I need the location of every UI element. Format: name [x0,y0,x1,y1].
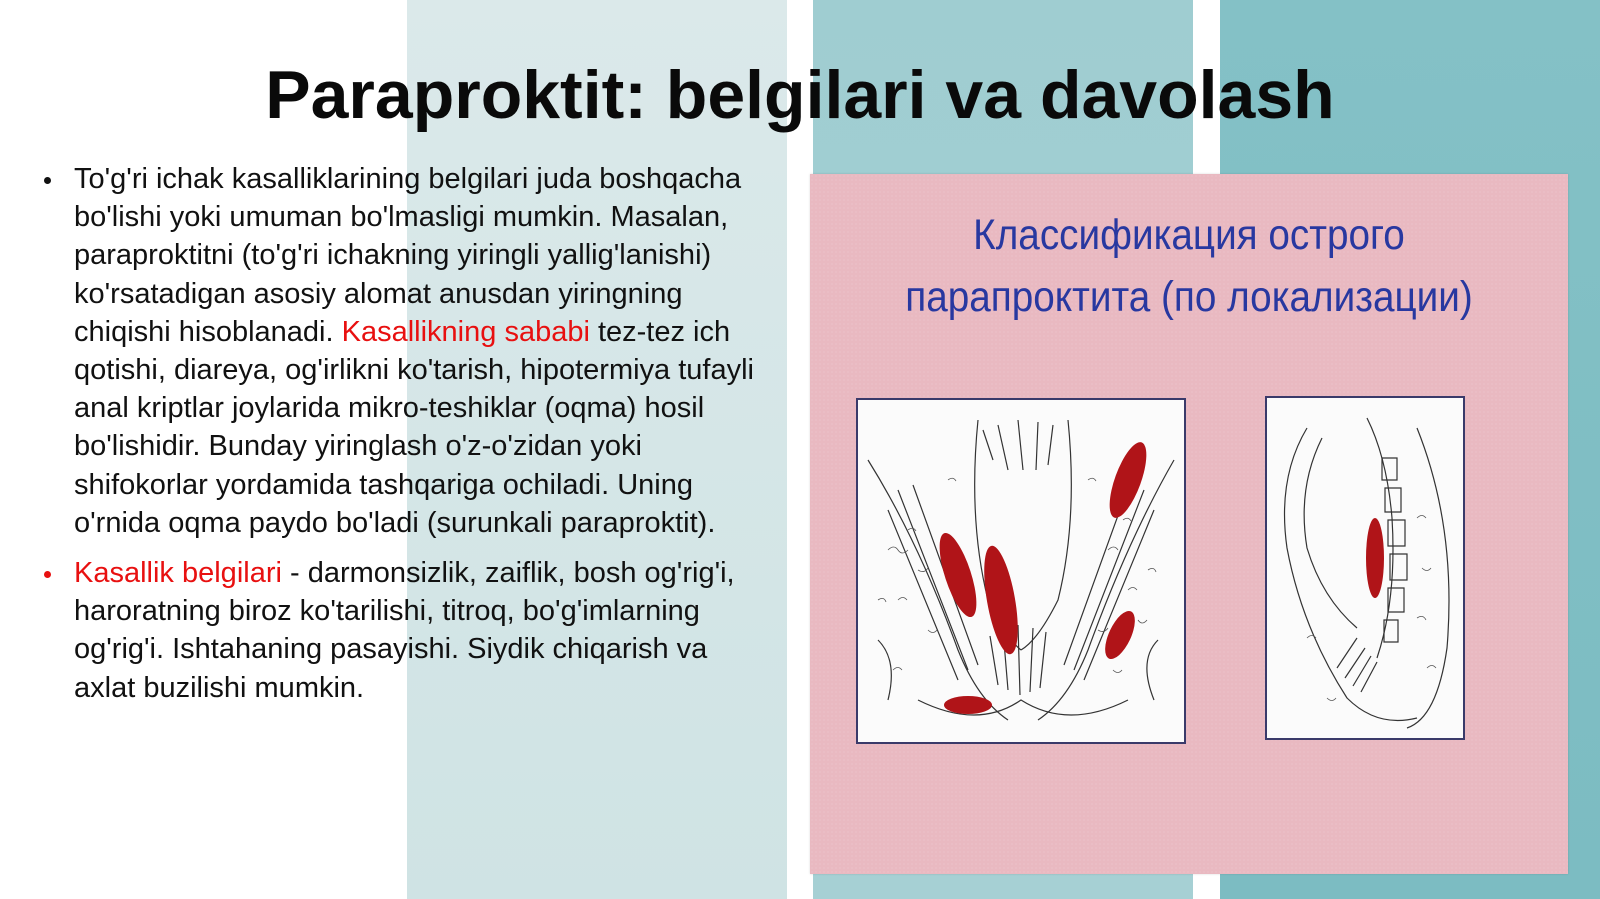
image-panel-title-line: парапроктита (по локализации) [905,273,1473,321]
image-panel [810,174,1568,874]
bullet-text-part: To'g'ri ichak kasalliklarining belgilari juda boshqacha bo'lishi yoki umuman bo'lmasligi mumkin. Masalan, paraproktitni (to'g'ri ichakning yiringli yallig'lanishi) ko'rsatadigan asosiy alomat anusdan yiringning chiqishi hisoblanadi. [74,163,742,348]
slide-title: Paraproktit: belgilari va davolash [265,57,1335,133]
bullet-item-causes [40,160,770,542]
image-panel-title [848,204,1530,328]
bullet-list [40,160,770,719]
bullet-text [74,163,754,539]
highlight-text: Kasallikning sababi [341,315,590,348]
highlight-text: Kasallik belgilari [74,557,282,590]
bullet-dot-icon [44,177,51,184]
bullet-text-part: - darmonsizlik, zaiflik, bosh og'rig'i, haroratning biroz ko'tarilishi, titroq, bo'g'imlarning og'rig'i. Ishtahaning pasayishi. Siydik chiqarish va axlat buzilishi mumkin. [74,557,735,704]
image-panel-title-line: Классификация острого [973,211,1405,259]
bullet-text-part: tez-tez ich qotishi, diareya, og'irlikni ko'tarish, hipotermiya tufayli anal kriptlar joylarida mikro-teshiklar (oqma) hosil bo'lishidir. Bunday yiringlash o'z-o'zidan yoki shifokorlar yordamida tashqariga ochiladi. Uning o'rnida oqma paydo bo'ladi (surunkali paraproktit). [74,315,754,539]
bullet-text [74,557,735,704]
bullet-item-symptoms [40,554,770,707]
anatomy-illustration-sagittal [1265,396,1465,740]
bullet-dot-icon [44,571,51,578]
anatomy-illustration-frontal [856,398,1186,744]
anatomy-sagittal-drawing [1267,398,1463,738]
anatomy-frontal-drawing [858,400,1184,742]
